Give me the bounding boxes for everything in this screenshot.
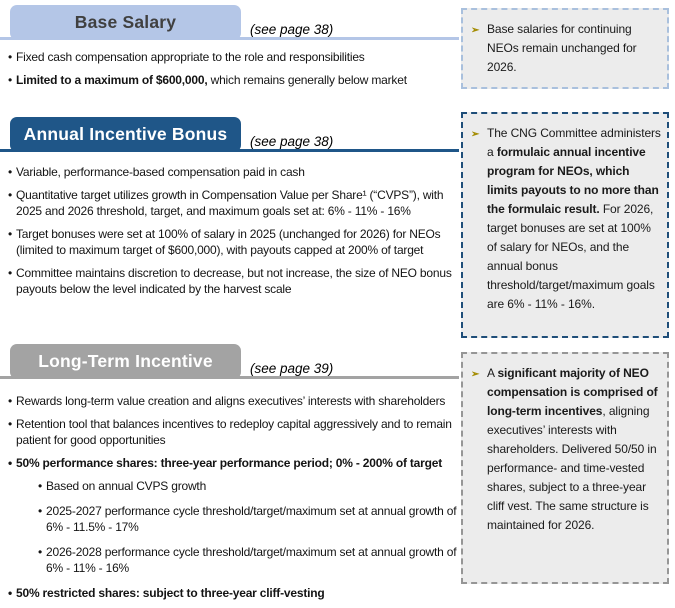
bullet-text	[16, 49, 365, 65]
bullet-item	[8, 265, 460, 297]
bullet-item	[8, 49, 460, 65]
bullet-item	[8, 393, 460, 409]
arrow-bullet-icon: ➢	[471, 25, 480, 36]
callout-long-term-incentive	[461, 352, 669, 584]
text-segment: 2025-2027 performance cycle threshold/target/maximum set at annual growth of 6% - 11.5% - 17%	[46, 504, 457, 534]
text-segment: Quantitative target utilizes growth in Compensation Value per Share¹ (“CVPS”), with 2025 and 2026 threshold, target, and maximum goals set at: 6% - 11% - 16%	[16, 188, 444, 218]
bullet-item	[8, 164, 460, 180]
section-header-tab	[10, 5, 241, 40]
bullet-text	[16, 226, 460, 258]
bullet-text	[16, 416, 460, 448]
callout-annual-incentive-bonus	[461, 112, 669, 338]
bullet-marker-icon: •	[8, 586, 13, 600]
bullet-marker-icon: •	[8, 394, 13, 408]
text-segment: A	[487, 366, 498, 380]
bullet-text	[46, 544, 460, 576]
text-segment: The CNG Committee administers a	[487, 126, 661, 159]
bullet-text	[16, 187, 460, 219]
bullet-item	[38, 503, 460, 535]
bullet-list	[8, 164, 460, 304]
bullet-item	[8, 416, 460, 448]
arrow-bullet-icon: ➢	[471, 369, 480, 380]
text-segment: 50% performance shares: three-year performance period; 0% - 200% of target	[16, 456, 443, 470]
callout-text	[487, 20, 665, 77]
text-segment: formulaic annual incentive program for NEOs, which limits payouts to no more than the formulaic result.	[487, 145, 659, 216]
text-segment: 50% restricted shares: subject to three-year cliff-vesting	[16, 586, 325, 600]
text-segment: Target bonuses were set at 100% of salary in 2025 (unchanged for 2026) for NEOs (limited to maximum target of $600,000), with payouts capped at 200% of target	[16, 227, 441, 257]
section-title: Annual Incentive Bonus	[23, 124, 228, 144]
bullet-text	[16, 265, 460, 297]
bullet-marker-icon: •	[8, 73, 13, 87]
section-title: Long-Term Incentive	[38, 351, 213, 371]
bullet-text	[16, 164, 305, 180]
bullet-marker-icon: •	[8, 456, 13, 470]
bullet-marker-icon: •	[8, 417, 13, 431]
bullet-text	[46, 503, 460, 535]
bullet-item	[8, 187, 460, 219]
bullet-item	[8, 226, 460, 258]
callout-text	[487, 124, 665, 314]
text-segment: Base salaries for continuing NEOs remain unchanged for 2026.	[487, 22, 637, 74]
text-segment: Rewards long-term value creation and aligns executives’ interests with shareholders	[16, 394, 446, 408]
text-segment: Limited to a maximum of $600,000,	[16, 73, 208, 87]
text-segment: , aligning executives’ interests with shareholders. Delivered 50/50 in performance- and time-vested shares, subject to a three-year cliff vest. The same structure is maintained for 2026.	[487, 404, 657, 532]
bullet-item	[8, 455, 460, 471]
bullet-marker-icon: •	[8, 165, 13, 179]
bullet-item	[8, 585, 460, 601]
bullet-marker-icon: •	[8, 266, 13, 280]
bullet-text	[16, 72, 407, 88]
bullet-marker-icon: •	[8, 188, 13, 202]
bullet-item	[38, 478, 460, 494]
bullet-item	[8, 72, 460, 88]
text-segment: Based on annual CVPS growth	[46, 479, 207, 493]
text-segment: significant majority of NEO compensation is comprised of long-term incentives	[487, 366, 658, 418]
callout-text	[487, 364, 665, 535]
section-title: Base Salary	[74, 12, 177, 32]
bullet-text	[16, 585, 325, 601]
bullet-list	[8, 393, 460, 608]
bullet-text	[46, 478, 206, 494]
callout-base-salary	[461, 8, 669, 89]
bullet-text	[16, 393, 445, 409]
text-segment: which remains generally below market	[207, 73, 407, 87]
page-reference: (see page 39)	[250, 361, 334, 376]
text-segment: Committee maintains discretion to decrease, but not increase, the size of NEO bonus payouts below the level indicated by the harvest scale	[16, 266, 452, 296]
bullet-marker-icon: •	[38, 504, 43, 518]
text-segment: 2026-2028 performance cycle threshold/target/maximum set at annual growth of 6% - 11% - 16%	[46, 545, 457, 575]
page-reference: (see page 38)	[250, 134, 334, 149]
section-header-tab	[10, 344, 241, 379]
bullet-marker-icon: •	[8, 227, 13, 241]
page-reference: (see page 38)	[250, 22, 334, 37]
text-segment: Fixed cash compensation appropriate to the role and responsibilities	[16, 50, 365, 64]
text-segment: For 2026, target bonuses are set at 100% of salary for NEOs, and the annual bonus threshold/target/maximum goals are 6% - 11% - 16%.	[487, 202, 655, 311]
section-header-tab	[10, 117, 241, 152]
arrow-bullet-icon: ➢	[471, 129, 480, 140]
bullet-marker-icon: •	[38, 479, 43, 493]
bullet-list	[8, 49, 460, 95]
text-segment: Variable, performance-based compensation paid in cash	[16, 165, 305, 179]
bullet-marker-icon: •	[8, 50, 13, 64]
text-segment: Retention tool that balances incentives to redeploy capital aggressively and to remain patient for good opportunities	[16, 417, 452, 447]
bullet-text	[16, 455, 442, 471]
bullet-item	[38, 544, 460, 576]
bullet-marker-icon: •	[38, 545, 43, 559]
